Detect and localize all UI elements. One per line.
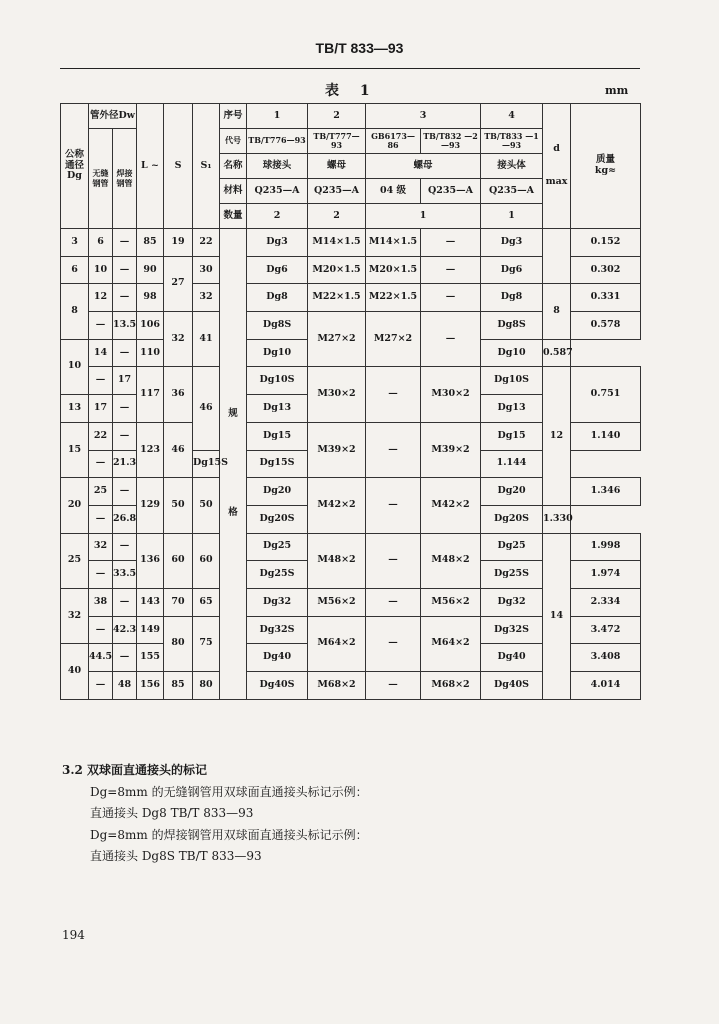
header-mat-3: 04 级: [366, 179, 421, 204]
cell-dw2: —: [113, 339, 137, 367]
cell-mass: 0.587: [543, 339, 571, 367]
cell-c4: Dg20S: [481, 505, 543, 533]
cell-dg: 15: [61, 422, 89, 477]
cell-c2: M30×2: [308, 367, 366, 422]
cell-c3b: M48×2: [421, 533, 481, 588]
cell-l: 156: [137, 672, 164, 700]
cell-dg: 20: [61, 478, 89, 533]
cell-c1: Dg6: [247, 256, 308, 284]
header-seq-label: 序号: [220, 104, 247, 129]
cell-dw2: —: [113, 478, 137, 506]
header-name-label: 名称: [220, 154, 247, 179]
header-name-1: 球接头: [247, 154, 308, 179]
cell-dg: 6: [61, 256, 89, 284]
cell-l: 143: [137, 588, 164, 616]
header-dw-welded: 焊接钢管: [113, 129, 137, 229]
cell-c1: Dg15S: [193, 450, 220, 478]
cell-c1: Dg3: [247, 229, 308, 257]
header-qty-2: 2: [308, 204, 366, 229]
cell-c2: M68×2: [308, 672, 366, 700]
header-s: S: [164, 104, 193, 229]
cell-dw1: —: [89, 312, 113, 340]
notes-line: 直通接头 Dg8 TB/T 833—93: [90, 806, 254, 820]
cell-c3b: —: [421, 229, 481, 257]
cell-c1: Dg32: [247, 588, 308, 616]
header-seq-2: 2: [308, 104, 366, 129]
notes: [62, 760, 368, 868]
table-row: [61, 229, 641, 257]
cell-mass: 2.334: [571, 588, 641, 616]
cell-c3b: —: [421, 256, 481, 284]
header-qty-4: 1: [481, 204, 543, 229]
cell-dw2: 21.3: [113, 450, 137, 478]
cell-mass: 0.331: [571, 284, 641, 312]
cell-s: 32: [164, 312, 193, 367]
cell-dw1: 38: [89, 588, 113, 616]
cell-dg: 3: [61, 229, 89, 257]
cell-s1: 22: [193, 229, 220, 257]
table-row: [61, 533, 641, 561]
header-mat-1: Q235—A: [247, 179, 308, 204]
cell-l: 149: [137, 616, 164, 644]
table-row: [61, 284, 641, 312]
cell-c1: Dg8: [247, 284, 308, 312]
cell-dw1: —: [89, 616, 113, 644]
notes-section-title: 3.2 双球面直通接头的标记: [62, 763, 208, 777]
header-code-3: GB6173—86: [366, 129, 421, 154]
cell-s: 46: [164, 422, 193, 477]
header-code-label: 代号: [220, 129, 247, 154]
header-name-2: 螺母: [308, 154, 366, 179]
cell-c3b: M39×2: [421, 422, 481, 477]
cell-s1: 60: [193, 533, 220, 588]
cell-dw2: 48: [113, 672, 137, 700]
cell-s: 85: [164, 672, 193, 700]
cell-c4: Dg20: [481, 478, 543, 506]
cell-dg: 40: [61, 644, 89, 699]
cell-c2: M42×2: [308, 478, 366, 533]
header-dw: 管外径Dw: [89, 104, 137, 129]
cell-c4: Dg13: [481, 395, 543, 423]
cell-l: 123: [137, 422, 164, 477]
cell-d: [543, 229, 571, 284]
header-name-3: 螺母: [366, 154, 481, 179]
cell-mass: 0.302: [571, 256, 641, 284]
notes-line: 直通接头 Dg8S TB/T 833—93: [90, 849, 262, 863]
header-dg: 公称通径Dg: [61, 104, 89, 229]
cell-dw1: 44.5: [89, 644, 113, 672]
header-s1: S₁: [193, 104, 220, 229]
cell-dw1: —: [89, 672, 113, 700]
spec-label-cell: 规 格: [220, 229, 247, 700]
header-qty-3: 1: [366, 204, 481, 229]
cell-dw1: 25: [89, 478, 113, 506]
cell-mass: 4.014: [571, 672, 641, 700]
cell-c3a: —: [366, 616, 421, 671]
cell-dw2: —: [113, 284, 137, 312]
cell-c1: Dg10S: [247, 367, 308, 395]
cell-s1: 50: [193, 478, 220, 533]
cell-c2: M56×2: [308, 588, 366, 616]
cell-s1: 75: [193, 616, 220, 671]
cell-mass: 3.472: [571, 616, 641, 644]
cell-c3b: M56×2: [421, 588, 481, 616]
cell-dw2: 17: [113, 367, 137, 395]
header-seq-3: 3: [366, 104, 481, 129]
cell-l: 155: [137, 644, 164, 672]
cell-c1: Dg20: [247, 478, 308, 506]
cell-c2: M20×1.5: [308, 256, 366, 284]
cell-s: 80: [164, 616, 193, 671]
cell-s: 60: [164, 533, 193, 588]
header-rule: [60, 68, 640, 69]
header-qty-1: 2: [247, 204, 308, 229]
cell-dw1: —: [89, 367, 113, 395]
cell-c3a: —: [366, 588, 421, 616]
header-name-4: 接头体: [481, 154, 543, 179]
table-row: [61, 367, 641, 395]
cell-c2: M64×2: [308, 616, 366, 671]
header-mat-4: Q235—A: [421, 179, 481, 204]
cell-c4: Dg8: [481, 284, 543, 312]
cell-c3b: M42×2: [421, 478, 481, 533]
cell-dg: 25: [61, 533, 89, 588]
doc-code-header: TB/T 833—93: [315, 40, 404, 56]
cell-dw1: —: [89, 505, 113, 533]
cell-dg: 10: [61, 339, 89, 394]
cell-l: 110: [137, 339, 164, 367]
table-caption: 表 1: [325, 83, 378, 99]
cell-dg: 13: [61, 395, 89, 423]
cell-c2: M14×1.5: [308, 229, 366, 257]
header-l: L ~: [137, 104, 164, 229]
cell-dw2: 13.5: [113, 312, 137, 340]
cell-c4: Dg40: [481, 644, 543, 672]
cell-c3a: —: [366, 672, 421, 700]
header-code-2: TB/T777—93: [308, 129, 366, 154]
cell-c3b: —: [421, 312, 481, 367]
cell-c1: Dg40S: [247, 672, 308, 700]
cell-c4: Dg15: [481, 422, 543, 450]
cell-mass: 1.330: [543, 505, 571, 533]
cell-c1: Dg25S: [247, 561, 308, 589]
cell-s1: 46: [193, 367, 220, 450]
cell-dg: 8: [61, 284, 89, 339]
cell-l: 106: [137, 312, 164, 340]
cell-c3a: —: [366, 422, 421, 477]
notes-line: Dg=8mm 的焊接钢管用双球面直通接头标记示例：: [90, 827, 368, 842]
cell-mass: 1.346: [571, 478, 641, 506]
cell-c2: M22×1.5: [308, 284, 366, 312]
cell-s1: 41: [193, 312, 220, 367]
cell-mass: 1.998: [571, 533, 641, 561]
cell-l: 117: [137, 367, 164, 422]
cell-c1: Dg20S: [247, 505, 308, 533]
cell-c4: Dg15S: [247, 450, 308, 478]
cell-d: 12: [543, 367, 571, 505]
cell-mass: 1.974: [571, 561, 641, 589]
header-mat-2: Q235—A: [308, 179, 366, 204]
cell-c1: Dg25: [247, 533, 308, 561]
header-mat-label: 材料: [220, 179, 247, 204]
cell-dw1: 6: [89, 229, 113, 257]
header-d: d max: [543, 104, 571, 229]
header-mat-5: Q235—A: [481, 179, 543, 204]
cell-mass: 1.140: [571, 422, 641, 450]
cell-c4: Dg32: [481, 588, 543, 616]
cell-l: 98: [137, 284, 164, 312]
header-code-5: TB/T833 —1—93: [481, 129, 543, 154]
header-dw-seamless: 无缝钢管: [89, 129, 113, 229]
cell-dw1: 17: [89, 395, 113, 423]
header-seq-1: 1: [247, 104, 308, 129]
cell-dw1: 14: [89, 339, 113, 367]
cell-c4: Dg25S: [481, 561, 543, 589]
cell-dw2: —: [113, 229, 137, 257]
cell-dw2: —: [113, 422, 137, 450]
header-mass: 质量 kg≈: [571, 104, 641, 229]
cell-c4: Dg6: [481, 256, 543, 284]
cell-c2: M48×2: [308, 533, 366, 588]
cell-c3a: —: [366, 367, 421, 422]
cell-dw1: 12: [89, 284, 113, 312]
cell-c4: Dg32S: [481, 616, 543, 644]
cell-mass: 3.408: [571, 644, 641, 672]
cell-c3b: M64×2: [421, 616, 481, 671]
header-code-1: TB/T776—93: [247, 129, 308, 154]
cell-c3b: —: [421, 284, 481, 312]
cell-dw2: —: [113, 588, 137, 616]
cell-c1: Dg13: [247, 395, 308, 423]
cell-c1: Dg10: [247, 339, 308, 367]
cell-dw1: 10: [89, 256, 113, 284]
cell-mass: 0.152: [571, 229, 641, 257]
cell-c3a: —: [366, 478, 421, 533]
cell-s: 70: [164, 588, 193, 616]
cell-c3a: —: [366, 533, 421, 588]
cell-dw2: —: [113, 256, 137, 284]
cell-s1: 30: [193, 256, 220, 284]
cell-d: 14: [543, 533, 571, 699]
cell-dw1: 32: [89, 533, 113, 561]
cell-dw2: —: [113, 533, 137, 561]
cell-c3a: M20×1.5: [366, 256, 421, 284]
cell-c1: Dg8S: [247, 312, 308, 340]
cell-s: 50: [164, 478, 193, 533]
cell-s1: 32: [193, 284, 220, 312]
cell-dw2: —: [113, 395, 137, 423]
cell-dw1: 22: [89, 422, 113, 450]
cell-c4: Dg25: [481, 533, 543, 561]
cell-mass: 0.578: [571, 312, 641, 340]
cell-dw2: —: [113, 644, 137, 672]
cell-dw1: —: [89, 450, 113, 478]
page-number: 194: [62, 928, 85, 942]
cell-dw2: 26.8: [113, 505, 137, 533]
spec-table: [60, 103, 641, 700]
cell-c4: Dg8S: [481, 312, 543, 340]
cell-s1: 65: [193, 588, 220, 616]
cell-mass: 1.144: [481, 450, 543, 478]
cell-c3a: M22×1.5: [366, 284, 421, 312]
cell-dg: 32: [61, 588, 89, 643]
notes-line: Dg=8mm 的无缝钢管用双球面直通接头标记示例：: [90, 784, 368, 799]
cell-c3b: M30×2: [421, 367, 481, 422]
cell-c1: Dg40: [247, 644, 308, 672]
cell-l: 90: [137, 256, 164, 284]
cell-l: 129: [137, 478, 164, 533]
cell-s1: 80: [193, 672, 220, 700]
cell-c3a: M14×1.5: [366, 229, 421, 257]
cell-dw2: 42.3: [113, 616, 137, 644]
header-code-4: TB/T832 —2—93: [421, 129, 481, 154]
cell-c1: Dg15: [247, 422, 308, 450]
cell-c4: Dg10: [481, 339, 543, 367]
cell-s: 27: [164, 256, 193, 311]
cell-c2: M27×2: [308, 312, 366, 367]
cell-c2: M39×2: [308, 422, 366, 477]
table-unit: mm: [605, 84, 629, 97]
cell-mass: 0.751: [571, 367, 641, 422]
cell-c3b: M68×2: [421, 672, 481, 700]
cell-s: 36: [164, 367, 193, 422]
cell-c1: Dg32S: [247, 616, 308, 644]
cell-l: 136: [137, 533, 164, 588]
cell-c4: Dg40S: [481, 672, 543, 700]
cell-dw1: —: [89, 561, 113, 589]
header-seq-4: 4: [481, 104, 543, 129]
header-qty-label: 数量: [220, 204, 247, 229]
cell-c4: Dg10S: [481, 367, 543, 395]
cell-d: 8: [543, 284, 571, 339]
cell-dw2: 33.5: [113, 561, 137, 589]
cell-c4: Dg3: [481, 229, 543, 257]
cell-c3a: M27×2: [366, 312, 421, 367]
cell-s: 19: [164, 229, 193, 257]
cell-l: 85: [137, 229, 164, 257]
